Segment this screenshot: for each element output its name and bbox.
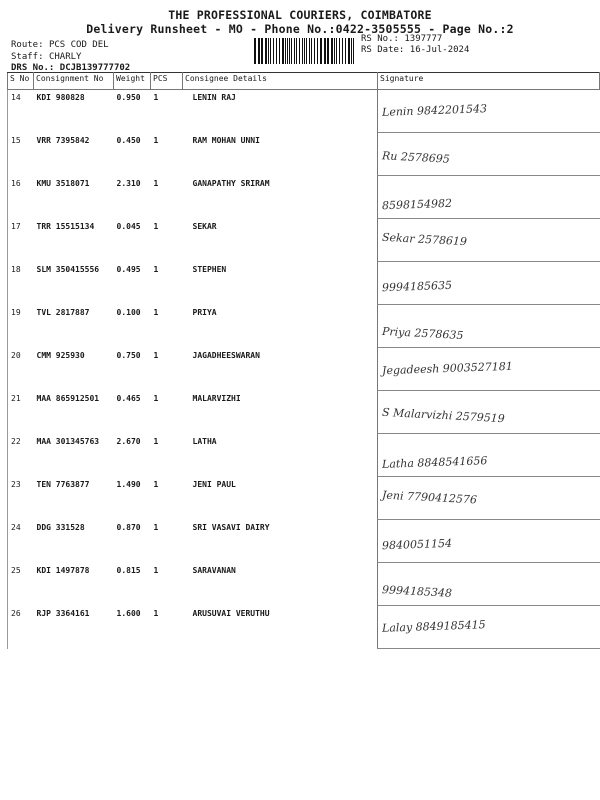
consignment-cell: KDI 980828 [36,93,85,102]
sno-cell: 21 [8,391,34,434]
signature-cell [378,90,600,133]
table-row [8,520,600,563]
rs-date-line [361,45,469,55]
rs-no-value: 1397777 [404,34,443,44]
consignment-cell: MAA 865912501 [36,393,100,403]
signature-cell [378,477,600,520]
table-row [8,391,600,434]
sno-cell: 19 [8,305,34,348]
runsheet-table [7,72,600,649]
table-row [8,90,600,133]
sno-cell: 20 [8,348,34,391]
weight-cell: 0.750 [116,350,141,360]
pcs-cell: 1 [153,522,159,532]
pcs-cell: 1 [153,221,159,231]
consignee-cell: LATHA [192,436,217,446]
signature-cell [378,176,600,219]
rs-date-value: 16-Jul-2024 [409,45,470,55]
sno-cell: 18 [8,262,34,305]
signature-cell [378,133,600,176]
sno-cell: 15 [8,133,34,176]
consignee-cell: JENI PAUL [192,479,236,489]
signature-cell [378,219,600,262]
pcs-cell: 1 [153,350,159,360]
sno-cell: 23 [8,477,34,520]
consignment-cell: TRR 15515134 [36,221,95,231]
consignee-cell: SEKAR [192,221,217,231]
pcs-cell: 1 [153,178,159,188]
pcs-cell: 1 [153,264,159,274]
consignee-cell: ARUSUVAI VERUTHU [192,608,270,618]
pcs-cell: 1 [153,436,159,446]
pcs-cell: 1 [153,93,159,102]
handwritten-signature: Jegadeesh 9003527181 [381,359,513,378]
table-row [8,606,600,649]
signature-cell [378,563,600,606]
route-line [11,40,109,50]
signature-cell [378,520,600,563]
drs-value: DCJB139777702 [59,63,131,73]
weight-cell: 0.450 [116,135,141,145]
company-title: THE PROFESSIONAL COURIERS, COIMBATORE [168,8,432,22]
consignment-cell: MAA 301345763 [36,436,100,446]
consignee-cell: SRI VASAVI DAIRY [192,522,270,532]
pcs-cell: 1 [153,479,159,489]
signature-cell [378,348,600,391]
consignment-cell: VRR 7395842 [36,135,90,145]
pcs-cell: 1 [153,608,159,618]
col-consignment-header: Consignment No [34,73,114,90]
handwritten-signature: S Malarvizhi 2579519 [381,405,506,426]
consignee-cell: RAM MOHAN UNNI [192,135,260,145]
col-sno-header: S No [8,73,34,90]
table-row [8,133,600,176]
sno-cell: 22 [8,434,34,477]
sno-cell: 17 [8,219,34,262]
drs-label: DRS No.: [11,63,55,73]
table-row [8,563,600,606]
handwritten-signature: 9840051154 [381,536,453,553]
rs-no-label: RS No.: [361,34,399,44]
signature-cell [378,391,600,434]
consignee-cell: LENIN RAJ [192,93,236,102]
sno-cell: 24 [8,520,34,563]
staff-label: Staff: [11,52,44,62]
weight-cell: 2.310 [116,178,141,188]
weight-cell: 0.950 [116,93,141,102]
signature-cell [378,434,600,477]
consignee-cell: MALARVIZHI [192,393,241,403]
sno-cell: 26 [8,606,34,649]
weight-cell: 0.100 [116,307,141,317]
consignment-cell: CMM 925930 [36,350,85,360]
sno-cell: 16 [8,176,34,219]
route-value: PCS COD DEL [48,40,109,50]
handwritten-signature: Latha 8848541656 [381,454,488,471]
col-signature-header: Signature [378,73,600,90]
weight-cell: 0.045 [116,221,141,231]
table-header-row [8,73,600,90]
table-row [8,305,600,348]
weight-cell: 0.870 [116,522,141,532]
consignee-cell: PRIYA [192,307,217,317]
col-consignee-header: Consignee Details [183,73,378,90]
handwritten-signature: Lalay 8849185415 [381,618,486,635]
handwritten-signature: Jeni 7790412576 [381,488,478,507]
signature-cell [378,606,600,649]
pcs-cell: 1 [153,393,159,403]
signature-cell [378,305,600,348]
table-row [8,219,600,262]
barcode-icon [254,38,356,64]
col-weight-header: Weight [114,73,151,90]
col-pcs-header: PCS [151,73,183,90]
table-row [8,348,600,391]
handwritten-signature: Ru 2578695 [381,149,451,166]
weight-cell: 0.465 [116,393,141,403]
pcs-cell: 1 [153,135,159,145]
staff-value: CHARLY [48,52,82,62]
consignee-cell: STEPHEN [192,264,227,274]
runsheet-subtitle: Delivery Runsheet - MO - Phone No.:0422-3505555 - Page No.:2 [86,22,514,36]
consignment-cell: TVL 2817887 [36,307,90,317]
weight-cell: 0.815 [116,565,141,575]
consignment-cell: KDI 1497878 [36,565,90,575]
table-row [8,262,600,305]
pcs-cell: 1 [153,565,159,575]
handwritten-signature: 9994185348 [381,583,453,600]
consignment-cell: TEN 7763877 [36,479,90,489]
handwritten-signature: 9994185635 [381,278,453,295]
table-row [8,434,600,477]
consignee-cell: JAGADHEESWARAN [192,350,260,360]
weight-cell: 0.495 [116,264,141,274]
handwritten-signature: Lenin 9842201543 [381,102,488,119]
staff-line [11,52,81,62]
table-row [8,477,600,520]
table-body [8,90,600,649]
pcs-cell: 1 [153,307,159,317]
consignment-cell: DDG 331528 [36,522,85,532]
weight-cell: 1.600 [116,608,141,618]
table-row [8,176,600,219]
sno-cell: 14 [8,90,34,133]
signature-cell [378,262,600,305]
consignment-cell: RJP 3364161 [36,608,90,618]
handwritten-signature: Priya 2578635 [381,324,464,343]
sno-cell: 25 [8,563,34,606]
weight-cell: 1.490 [116,479,141,489]
consignment-cell: KMU 3518071 [36,178,90,188]
handwritten-signature: Sekar 2578619 [381,230,468,249]
rs-date-label: RS Date: [361,45,405,55]
handwritten-signature: 8598154982 [381,196,453,213]
consignee-cell: SARAVANAN [192,565,236,575]
consignment-cell: SLM 350415556 [36,264,100,274]
consignee-cell: GANAPATHY SRIRAM [192,178,270,188]
weight-cell: 2.670 [116,436,141,446]
rs-no-line [361,34,442,44]
route-label: Route: [11,40,44,50]
